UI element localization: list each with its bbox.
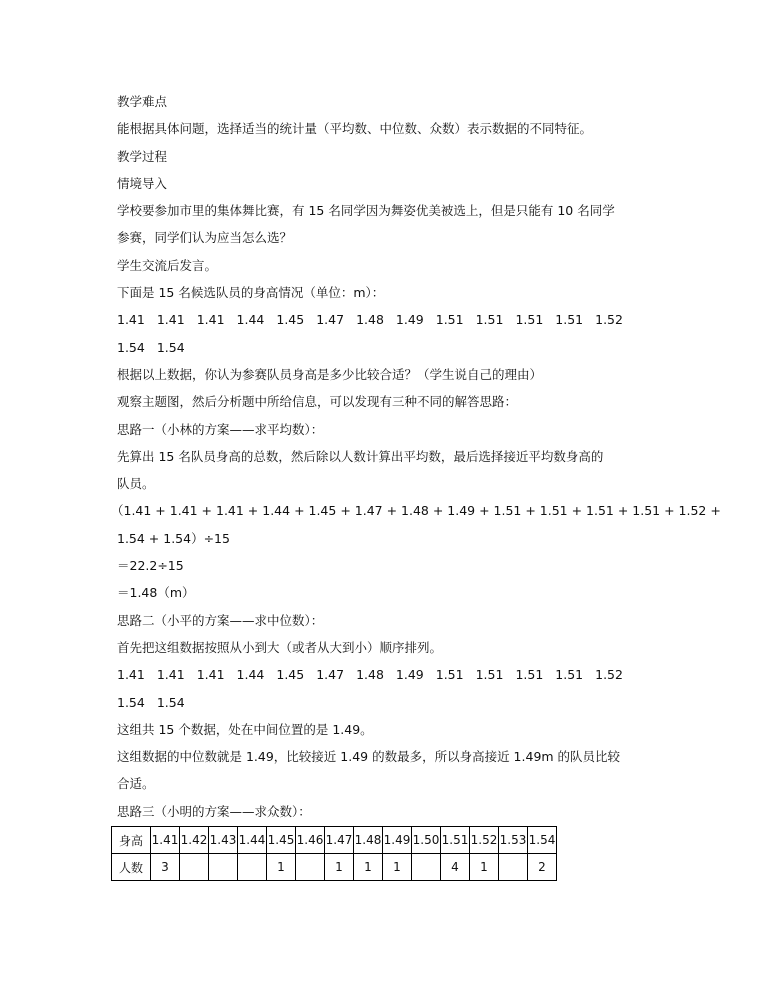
height-value: 1.41 — [156, 667, 185, 683]
height-value: 1.48 — [356, 312, 384, 328]
height-value: 1.54 — [156, 694, 185, 710]
calc-line-1: （1.41 + 1.41 + 1.41 + 1.44 + 1.45 + 1.47 + 1.48 + 1.49 + 1.51 + 1.51 + 1.51 + 1.51 + 1.52 + — [111, 503, 721, 519]
height-value: 1.54 — [117, 694, 145, 710]
height-value: 1.44 — [236, 667, 265, 683]
height-value: 1.49 — [395, 312, 424, 328]
height-cell: 1.54 — [528, 827, 557, 854]
count-cell: 2 — [528, 854, 557, 881]
height-cell: 1.53 — [499, 827, 528, 854]
height-cell: 1.50 — [412, 827, 441, 854]
median-line-2: 这组数据的中位数就是 1.49，比较接近 1.49 的数最多，所以身高接近 1.49m 的队员比较 — [117, 749, 621, 765]
height-value: 1.48 — [356, 667, 384, 683]
height-cell: 1.47 — [325, 827, 354, 854]
count-cell — [499, 854, 528, 881]
idea3-title: 思路三（小明的方案——求众数）： — [117, 803, 311, 819]
height-value: 1.51 — [515, 312, 544, 328]
observe: 观察主题图，然后分析题中所给信息，可以发现有三种不同的解答思路： — [117, 394, 518, 410]
heading-intro: 情境导入 — [117, 175, 168, 191]
height-row — [112, 827, 557, 854]
sorted-row-1 — [117, 661, 665, 688]
heights-row-2 — [117, 334, 665, 361]
height-value: 1.52 — [595, 312, 623, 328]
count-cell — [238, 854, 267, 881]
sorted-row-2 — [117, 689, 665, 716]
height-row-header: 身高 — [112, 827, 151, 854]
count-cell: 1 — [383, 854, 412, 881]
students-speak: 学生交流后发言。 — [117, 257, 218, 273]
idea1-desc-1: 先算出 15 名队员身高的总数，然后除以人数计算出平均数，最后选择接近平均数身高的 — [117, 448, 604, 464]
height-cell: 1.44 — [238, 827, 267, 854]
calc-line-4: ＝1.48（m） — [117, 585, 195, 601]
scenario-line-1: 学校要参加市里的集体舞比赛，有 15 名同学因为舞姿优美被选上，但是只能有 10 名同学 — [117, 203, 615, 219]
height-cell: 1.48 — [354, 827, 383, 854]
height-value: 1.52 — [595, 667, 623, 683]
count-cell: 1 — [267, 854, 296, 881]
count-cell: 4 — [441, 854, 470, 881]
height-value: 1.51 — [435, 312, 464, 328]
count-cell — [209, 854, 238, 881]
height-value: 1.51 — [555, 312, 584, 328]
height-value: 1.45 — [276, 667, 305, 683]
heights-intro: 下面是 15 名候选队员的身高情况（单位：m）： — [117, 285, 385, 301]
height-value: 1.41 — [196, 312, 225, 328]
count-cell: 1 — [325, 854, 354, 881]
difficulty-text: 能根据具体问题，选择适当的统计量（平均数、中位数、众数）表示数据的不同特征。 — [117, 121, 593, 137]
median-line-1: 这组共 15 个数据，处在中间位置的是 1.49。 — [117, 721, 373, 737]
median-line-3: 合适。 — [117, 776, 155, 792]
height-value: 1.51 — [555, 667, 584, 683]
height-value: 1.54 — [156, 339, 185, 355]
count-cell: 3 — [151, 854, 180, 881]
scenario-line-2: 参赛，同学们认为应当怎么选？ — [117, 230, 293, 246]
idea1-title: 思路一（小林的方案——求平均数）： — [117, 421, 324, 437]
height-cell: 1.46 — [296, 827, 325, 854]
count-cell — [180, 854, 209, 881]
idea2-title: 思路二（小平的方案——求中位数）： — [117, 612, 324, 628]
idea1-desc-2: 队员。 — [117, 476, 155, 492]
height-value: 1.41 — [156, 312, 185, 328]
count-row-header: 人数 — [112, 854, 151, 881]
height-value: 1.51 — [435, 667, 464, 683]
calc-line-3: ＝22.2÷15 — [117, 558, 184, 574]
count-cell: 1 — [470, 854, 499, 881]
height-value: 1.47 — [316, 667, 345, 683]
count-cell — [412, 854, 441, 881]
height-value: 1.54 — [117, 339, 145, 355]
height-cell: 1.45 — [267, 827, 296, 854]
height-value: 1.41 — [117, 667, 145, 683]
frequency-table — [111, 826, 557, 881]
count-row — [112, 854, 557, 881]
height-cell: 1.41 — [151, 827, 180, 854]
height-cell: 1.52 — [470, 827, 499, 854]
height-value: 1.47 — [316, 312, 345, 328]
count-cell — [296, 854, 325, 881]
height-value: 1.51 — [475, 312, 504, 328]
height-cell: 1.43 — [209, 827, 238, 854]
height-cell: 1.42 — [180, 827, 209, 854]
height-value: 1.51 — [475, 667, 504, 683]
height-value: 1.49 — [395, 667, 424, 683]
height-cell: 1.49 — [383, 827, 412, 854]
document-page — [111, 88, 721, 881]
height-value: 1.45 — [276, 312, 305, 328]
idea2-desc: 首先把这组数据按照从小到大（或者从大到小）顺序排列。 — [117, 639, 443, 655]
height-cell: 1.51 — [441, 827, 470, 854]
height-value: 1.41 — [196, 667, 225, 683]
heights-row-1 — [117, 306, 665, 333]
height-value: 1.41 — [117, 312, 145, 328]
question: 根据以上数据，你认为参赛队员身高是多少比较合适？（学生说自己的理由） — [117, 366, 543, 382]
height-value: 1.51 — [515, 667, 544, 683]
heading-process: 教学过程 — [117, 148, 168, 164]
height-value: 1.44 — [236, 312, 265, 328]
calc-line-2: 1.54 + 1.54）÷15 — [117, 530, 230, 546]
count-cell: 1 — [354, 854, 383, 881]
heading-difficulty: 教学难点 — [117, 94, 168, 109]
